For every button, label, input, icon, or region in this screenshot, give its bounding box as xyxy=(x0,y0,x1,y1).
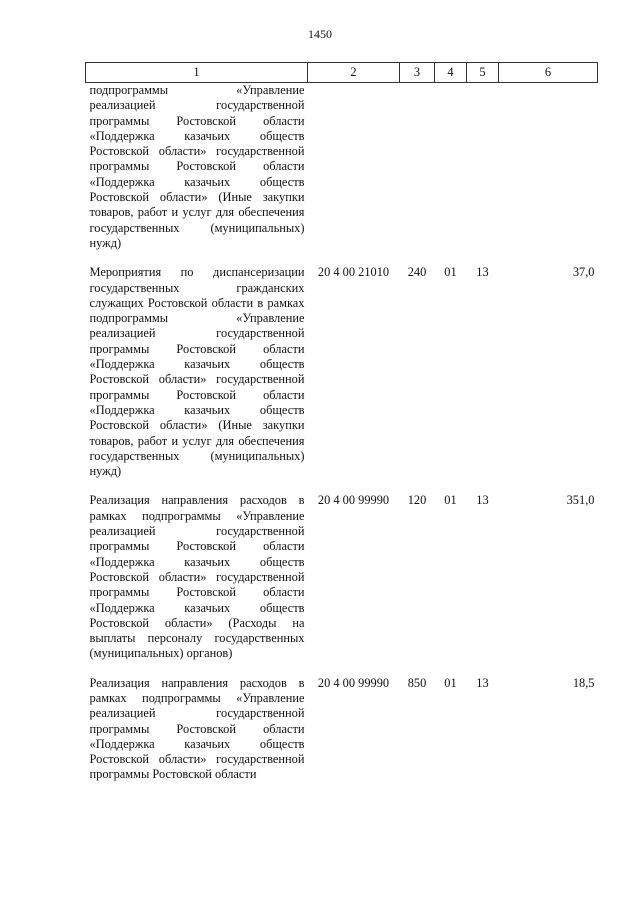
row-amount: 18,5 xyxy=(572,675,595,690)
row-subsection: 13 xyxy=(476,493,489,508)
row-section: 01 xyxy=(444,493,457,508)
header-col-5: 5 xyxy=(467,63,499,83)
row-expense-type: 240 xyxy=(407,265,427,280)
row-amount xyxy=(499,83,598,266)
row-subsection: 13 xyxy=(476,265,489,280)
table-row xyxy=(86,493,598,675)
table-header-row xyxy=(86,63,598,83)
row-subsection: 13 xyxy=(476,675,489,690)
row-subsection xyxy=(467,83,499,266)
table-row xyxy=(86,676,598,797)
row-amount: 37,0 xyxy=(572,265,595,280)
row-expense-type: 120 xyxy=(407,493,427,508)
table-row xyxy=(86,265,598,493)
row-expense-type: 850 xyxy=(407,675,427,690)
row-target-code: 20 4 00 99990 xyxy=(317,675,390,690)
row-amount: 351,0 xyxy=(566,493,595,508)
row-description: Реализация направления расходов в рамках подпрограммы «Управление реализацией государственной программы Ростовской области «Поддержка казачьих обществ Ростовской области» государственной программы Ростовской области «Поддержка казачьих обществ Ростовской области» (Расходы на выплаты персоналу государственных (муниципальных) органов) xyxy=(89,493,305,661)
page-number: 1450 xyxy=(308,27,332,41)
row-target-code: 20 4 00 99990 xyxy=(317,493,390,508)
budget-table xyxy=(85,62,598,797)
header-col-2: 2 xyxy=(308,63,400,83)
table-row xyxy=(86,83,598,266)
row-section: 01 xyxy=(444,675,457,690)
row-target-code xyxy=(308,83,400,266)
header-col-6: 6 xyxy=(499,63,598,83)
header-col-3: 3 xyxy=(400,63,435,83)
header-col-4: 4 xyxy=(435,63,467,83)
row-section: 01 xyxy=(444,265,457,280)
row-description: подпрограммы «Управление реализацией государственной программы Ростовской области «Поддержка казачьих обществ Ростовской области» государственной программы Ростовской области «Поддержка казачьих обществ Ростовской области» (Иные закупки товаров, работ и услуг для обеспечения государственных (муниципальных) нужд) xyxy=(89,83,305,250)
row-target-code: 20 4 00 21010 xyxy=(317,265,390,280)
row-expense-type xyxy=(400,83,435,266)
header-col-1: 1 xyxy=(86,63,308,83)
row-section xyxy=(435,83,467,266)
row-description: Реализация направления расходов в рамках подпрограммы «Управление реализацией государственной программы Ростовской области «Поддержка казачьих обществ Ростовской области» государственной программы Ростовской области xyxy=(89,675,305,782)
row-description: Мероприятия по диспансеризaции государственных гражданских служащих Ростовской области в рамках подпрограммы «Управление реализацией государственной программы Ростовской области «Поддержка казачьих обществ Ростовской области» государственной программы Ростовской области «Поддержка казачьих обществ Ростовской области» (Иные закупки товаров, работ и услуг для обеспечения государственных (муниципальных) нужд) xyxy=(89,265,305,479)
